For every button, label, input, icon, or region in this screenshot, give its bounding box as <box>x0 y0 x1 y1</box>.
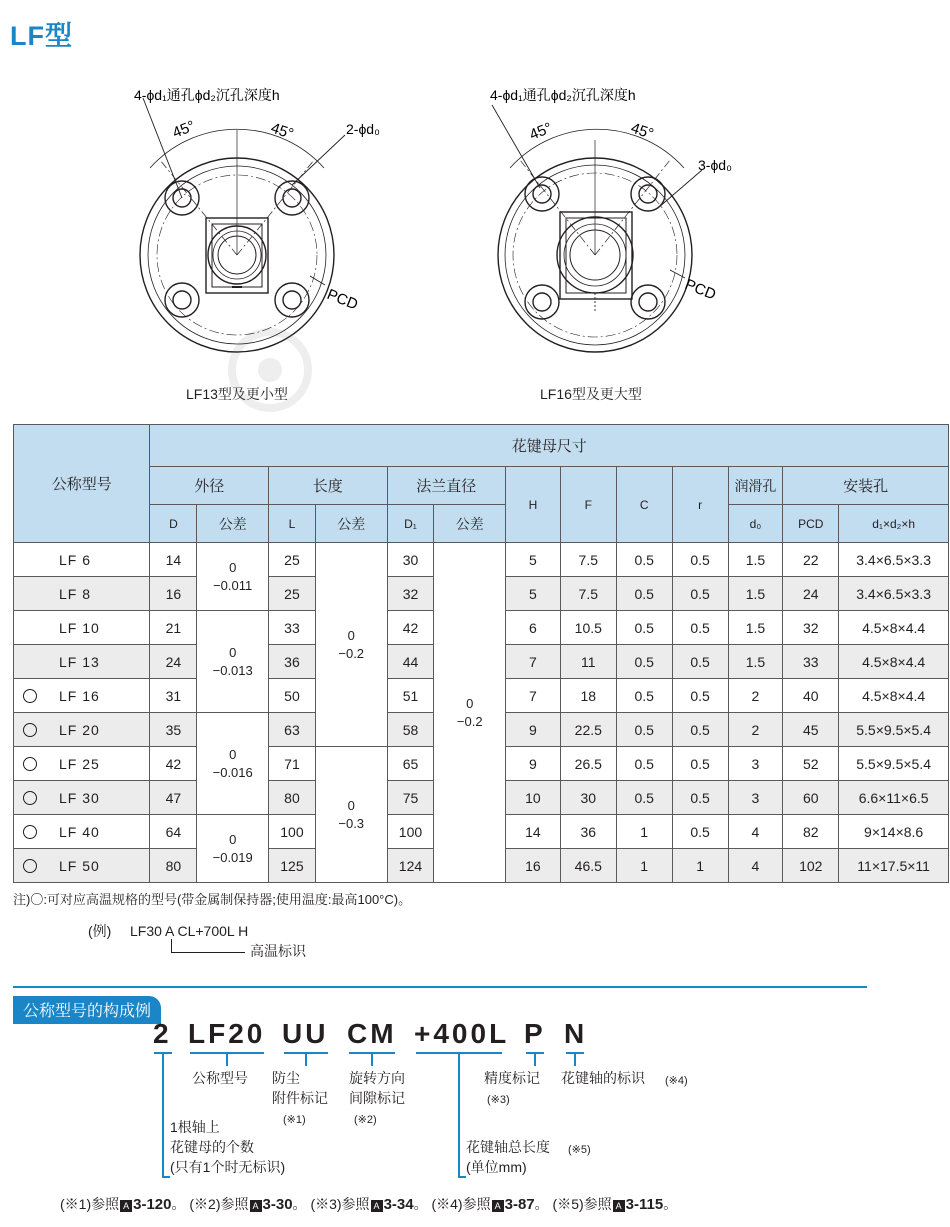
tol-D-b-top: 0 <box>229 644 237 660</box>
model-name: LF 30 <box>59 789 100 806</box>
cell-PCD: 22 <box>803 551 819 568</box>
connector-count-h <box>162 1176 170 1178</box>
cell-F: 7.5 <box>578 585 599 602</box>
label-count-2: 花键母的个数 <box>170 1139 254 1155</box>
header-tol-L: 公差 <box>315 505 387 543</box>
cell-C: 0.5 <box>634 687 654 704</box>
tol-L-a-bot: −0.2 <box>338 645 365 661</box>
ref3-page[interactable]: 3-34 <box>383 1196 414 1213</box>
cell-D1: 58 <box>402 721 419 738</box>
cell-C: 0.5 <box>634 755 654 772</box>
angle-label-left-2: 45° <box>268 119 296 143</box>
cell-PCD: 24 <box>803 585 819 602</box>
code-model: LF20 <box>188 1018 266 1049</box>
cell-mount: 3.4×6.5×3.3 <box>856 551 931 568</box>
cell-D: 16 <box>165 585 182 602</box>
cell-d0: 1.5 <box>745 585 766 602</box>
cell-D: 35 <box>165 721 182 738</box>
label-clearance-2: 间隙标记 <box>349 1090 405 1106</box>
book-icon: A <box>492 1200 504 1212</box>
ref1-prefix: (※1)参照 <box>60 1196 120 1212</box>
cell-r: 0.5 <box>690 653 710 670</box>
spline-nut-dimension-table <box>13 424 949 883</box>
label-count-3: (只有1个时无标识) <box>170 1159 286 1175</box>
page-title: LF型 <box>10 21 73 51</box>
tol-D1-bot: −0.2 <box>456 713 483 729</box>
book-icon: A <box>250 1200 262 1212</box>
cell-d0: 1.5 <box>745 653 766 670</box>
ref2-prefix: (※2)参照 <box>189 1196 249 1212</box>
cell-L: 36 <box>284 653 300 670</box>
header-tol-D1: 公差 <box>434 505 506 543</box>
connector-length-h <box>458 1176 466 1178</box>
tol-D-a-top: 0 <box>229 559 237 575</box>
cell-D1: 100 <box>398 823 423 840</box>
sep: 。 <box>292 1196 307 1212</box>
cell-D: 80 <box>165 857 182 874</box>
header-L: L <box>268 505 315 543</box>
ref3-prefix: (※3)参照 <box>310 1196 370 1212</box>
header-flange-diameter: 法兰直径 <box>387 467 506 505</box>
cell-D1: 75 <box>402 789 419 806</box>
cell-D1: 65 <box>402 755 419 772</box>
section-title: 公称型号的构成例 <box>13 996 161 1024</box>
example-prefix: (例) <box>88 923 112 939</box>
model-name: LF 50 <box>59 857 100 874</box>
section-rule <box>13 986 867 988</box>
cell-D1: 42 <box>402 619 419 636</box>
header-D: D <box>150 505 197 543</box>
cell-r: 0.5 <box>690 823 710 840</box>
cell-PCD: 60 <box>803 789 819 806</box>
high-temp-circle-icon <box>23 859 37 873</box>
book-icon: A <box>120 1200 132 1212</box>
cell-d0: 2 <box>751 721 760 738</box>
angle-label-right-2: 45° <box>628 119 656 143</box>
cell-C: 0.5 <box>634 721 654 738</box>
cell-L: 50 <box>284 687 300 704</box>
cell-F: 30 <box>580 789 597 806</box>
ref4-page[interactable]: 3-87 <box>504 1196 535 1213</box>
header-D1: D₁ <box>387 505 434 543</box>
sep: 。 <box>171 1196 186 1212</box>
caption-right: LF16型及更大型 <box>540 386 642 402</box>
cell-C: 1 <box>640 823 649 840</box>
cell-d0: 1.5 <box>745 551 766 568</box>
cell-H: 5 <box>529 585 537 602</box>
cell-PCD: 52 <box>803 755 819 772</box>
cell-D1: 44 <box>402 653 419 670</box>
cell-PCD: 82 <box>803 823 819 840</box>
code-shaft-mark: N <box>564 1018 588 1049</box>
label-clearance-1: 旋转方向 <box>349 1070 405 1086</box>
tol-D1-top: 0 <box>466 695 474 711</box>
label-clearance-ref: (※2) <box>354 1114 377 1126</box>
header-F: F <box>560 467 616 543</box>
cell-D1: 32 <box>402 585 419 602</box>
cell-d0: 3 <box>751 755 760 772</box>
cell-D: 64 <box>165 823 182 840</box>
cell-r: 0.5 <box>690 687 710 704</box>
cell-F: 11 <box>581 653 596 670</box>
cell-mount: 4.5×8×4.4 <box>862 619 926 636</box>
cell-L: 25 <box>284 551 300 568</box>
ref2-page[interactable]: 3-30 <box>262 1196 293 1213</box>
cell-C: 0.5 <box>634 585 654 602</box>
label-model: 公称型号 <box>192 1070 248 1086</box>
high-temp-circle-icon <box>23 825 37 839</box>
sep: 。 <box>663 1196 678 1212</box>
angle-label-left-1: 45° <box>170 117 198 142</box>
cell-L: 25 <box>284 585 300 602</box>
cell-d0: 3 <box>751 789 760 806</box>
cell-H: 7 <box>529 687 537 704</box>
header-lube-hole: 润滑孔 <box>728 467 783 505</box>
ref5-prefix: (※5)参照 <box>552 1196 612 1212</box>
cell-C: 0.5 <box>634 653 654 670</box>
cell-F: 22.5 <box>574 721 602 738</box>
cell-D: 24 <box>165 653 182 670</box>
d0-label-left: 2-ϕd₀ <box>346 121 380 137</box>
cell-PCD: 40 <box>803 687 819 704</box>
tol-D-d-bot: −0.019 <box>212 849 253 865</box>
cell-L: 125 <box>280 857 304 874</box>
cell-L: 63 <box>284 721 300 738</box>
connector-count <box>162 1054 164 1178</box>
cell-PCD: 102 <box>799 857 823 874</box>
connector-shaft-mark <box>574 1054 576 1066</box>
ref4-prefix: (※4)参照 <box>431 1196 491 1212</box>
cell-mount: 3.4×6.5×3.3 <box>856 585 931 602</box>
tol-D-a-bot: −0.011 <box>213 577 253 593</box>
cell-H: 6 <box>529 619 537 636</box>
cell-F: 36 <box>580 823 597 840</box>
sep: 。 <box>413 1196 428 1212</box>
code-clearance: CM <box>347 1018 397 1049</box>
cell-d0: 4 <box>751 823 760 840</box>
cell-H: 14 <box>525 823 541 840</box>
cell-mount: 6.6×11×6.5 <box>858 789 929 806</box>
label-shaft-mark: 花键轴的标识 <box>561 1070 645 1086</box>
header-model: 公称型号 <box>14 425 150 543</box>
high-temp-circle-icon <box>23 757 37 771</box>
cell-PCD: 33 <box>803 653 819 670</box>
book-icon: A <box>371 1200 383 1212</box>
cell-L: 71 <box>284 755 300 772</box>
cell-F: 46.5 <box>574 857 602 874</box>
cell-mount: 4.5×8×4.4 <box>862 653 926 670</box>
header-H: H <box>506 467 561 543</box>
pcd-label-right: PCD <box>682 275 719 304</box>
cell-C: 0.5 <box>634 619 654 636</box>
model-name: LF 16 <box>59 687 100 704</box>
header-outer-diameter: 外径 <box>150 467 269 505</box>
tol-D-b-bot: −0.013 <box>212 662 253 678</box>
tol-L-b-bot: −0.3 <box>338 815 365 831</box>
cell-H: 10 <box>525 789 541 806</box>
cell-F: 10.5 <box>574 619 602 636</box>
cell-r: 0.5 <box>690 755 710 772</box>
cell-D1: 124 <box>398 857 423 874</box>
header-PCD: PCD <box>783 505 839 543</box>
ref5-page[interactable]: 3-115 <box>625 1196 664 1213</box>
label-seal-ref: (※1) <box>283 1114 306 1126</box>
connector-precision <box>534 1054 536 1066</box>
cell-F: 18 <box>580 687 597 704</box>
code-length: +400L <box>414 1018 510 1049</box>
book-icon: A <box>613 1200 625 1212</box>
model-name: LF 20 <box>59 721 100 738</box>
label-precision-ref: (※3) <box>487 1094 510 1106</box>
header-mount-hole: 安装孔 <box>783 467 949 505</box>
caption-left: LF13型及更小型 <box>186 386 288 402</box>
header-C: C <box>616 467 672 543</box>
cell-D: 47 <box>165 789 182 806</box>
cell-C: 0.5 <box>634 789 654 806</box>
label-seal-2: 附件标记 <box>272 1090 328 1106</box>
cell-mount: 9×14×8.6 <box>864 823 924 840</box>
header-r: r <box>672 467 728 543</box>
connector-clearance <box>371 1054 373 1066</box>
code-seal: UU <box>282 1018 329 1049</box>
cell-r: 1 <box>696 857 704 874</box>
header-d0: d₀ <box>728 505 783 543</box>
label-seal-1: 防尘 <box>272 1070 300 1086</box>
connector-seal <box>305 1054 307 1066</box>
watermark-logo <box>220 320 780 420</box>
model-name: LF 6 <box>59 551 92 568</box>
cell-mount: 5.5×9.5×5.4 <box>856 755 931 772</box>
cell-d0: 4 <box>751 857 760 874</box>
example-pointer-h <box>171 952 245 953</box>
cell-L: 80 <box>284 789 300 806</box>
table-row <box>14 543 949 577</box>
hole-spec-label-right: 4-ϕd₁通孔ϕd₂沉孔深度h <box>490 87 636 103</box>
cell-C: 1 <box>640 857 649 874</box>
label-count-1: 1根轴上 <box>170 1119 220 1135</box>
model-name: LF 10 <box>59 619 100 636</box>
header-length: 长度 <box>268 467 387 505</box>
ref1-page[interactable]: 3-120 <box>133 1196 172 1213</box>
d0-label-right: 3-ϕd₀ <box>698 157 732 173</box>
label-shaft-mark-ref: (※4) <box>665 1075 688 1087</box>
cell-H: 5 <box>529 551 537 568</box>
tol-L-a-top: 0 <box>347 627 355 643</box>
cell-D1: 30 <box>402 551 419 568</box>
connector-length <box>458 1054 460 1178</box>
cell-D: 42 <box>165 755 182 772</box>
cell-PCD: 45 <box>803 721 819 738</box>
cell-d0: 1.5 <box>745 619 766 636</box>
code-precision: P <box>524 1018 546 1049</box>
cell-H: 9 <box>529 721 537 738</box>
label-precision: 精度标记 <box>484 1070 540 1086</box>
header-tol-D: 公差 <box>197 505 269 543</box>
cell-D1: 51 <box>402 687 419 704</box>
cell-H: 16 <box>525 857 541 874</box>
cell-r: 0.5 <box>690 619 710 636</box>
cell-H: 7 <box>529 653 537 670</box>
label-shaft-length: 花键轴总长度 <box>466 1139 550 1155</box>
cell-mount: 11×17.5×11 <box>857 857 930 874</box>
cell-d0: 2 <box>751 687 760 704</box>
example-label: 高温标识 <box>250 943 306 959</box>
cell-r: 0.5 <box>690 789 710 806</box>
cell-D: 21 <box>165 619 182 636</box>
tol-D-c-top: 0 <box>229 746 237 762</box>
cell-F: 7.5 <box>578 551 599 568</box>
model-name: LF 8 <box>59 585 92 602</box>
connector-model <box>226 1054 228 1066</box>
cell-mount: 5.5×9.5×5.4 <box>856 721 931 738</box>
cell-mount: 4.5×8×4.4 <box>862 687 926 704</box>
cell-L: 100 <box>280 823 304 840</box>
cell-D: 31 <box>165 687 182 704</box>
cell-C: 0.5 <box>634 551 654 568</box>
model-name: LF 40 <box>59 823 100 840</box>
model-name: LF 13 <box>59 653 100 670</box>
cell-H: 9 <box>529 755 537 772</box>
pcd-label-left: PCD <box>324 285 361 314</box>
example-pointer-v <box>171 939 172 953</box>
cell-D: 14 <box>165 551 182 568</box>
label-shaft-length-ref: (※5) <box>568 1144 591 1156</box>
tol-D-d-top: 0 <box>229 831 237 847</box>
label-shaft-length-unit: (单位mm) <box>466 1159 527 1175</box>
high-temp-note: 注)〇:可对应高温规格的型号(带金属制保持器;使用温度:最高100°C)。 <box>13 892 412 907</box>
high-temp-circle-icon <box>23 723 37 737</box>
angle-label-right-1: 45° <box>527 119 555 144</box>
code-count: 2 <box>153 1018 172 1049</box>
footer-references <box>60 1194 677 1214</box>
cell-r: 0.5 <box>690 551 710 568</box>
model-name: LF 25 <box>59 755 100 772</box>
cell-F: 26.5 <box>574 755 602 772</box>
cell-r: 0.5 <box>690 721 710 738</box>
header-mount-spec: d₁×d₂×h <box>839 505 949 543</box>
sep: 。 <box>534 1196 549 1212</box>
cell-r: 0.5 <box>690 585 710 602</box>
header-nut-dimensions: 花键母尺寸 <box>150 425 949 467</box>
example-code: LF30 A CL+700L H <box>130 923 249 939</box>
hole-spec-label-left: 4-ϕd₁通孔ϕd₂沉孔深度h <box>134 87 280 103</box>
tol-D-c-bot: −0.016 <box>212 764 253 780</box>
cell-L: 33 <box>284 619 300 636</box>
cell-PCD: 32 <box>803 619 819 636</box>
high-temp-circle-icon <box>23 791 37 805</box>
high-temp-circle-icon <box>23 689 37 703</box>
tol-L-b-top: 0 <box>347 797 355 813</box>
